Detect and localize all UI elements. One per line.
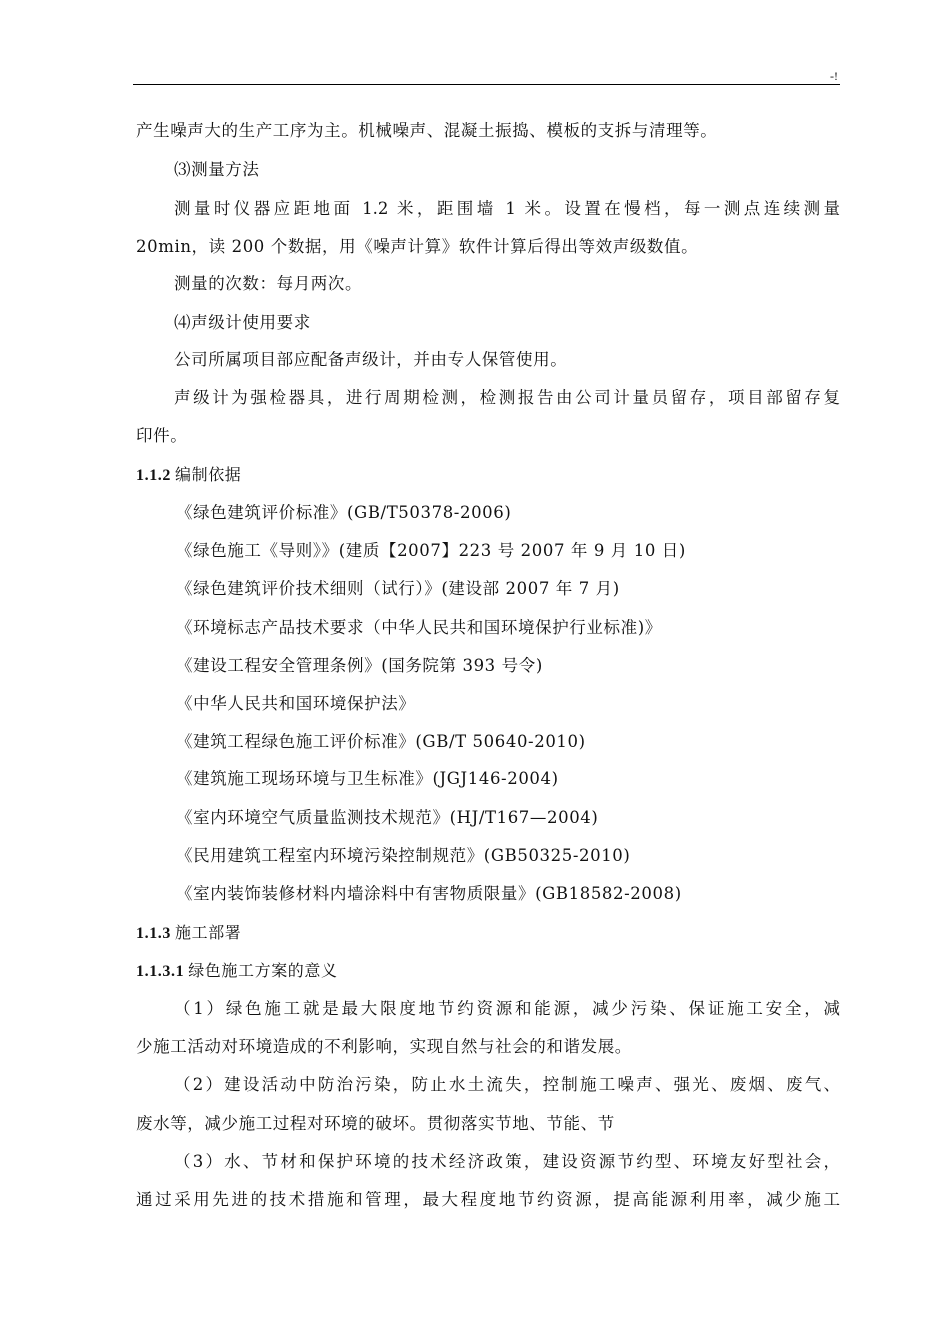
paragraph-line: 通过采用先进的技术措施和管理，最大程度地节约资源，提高能源利用率，减少施工 <box>136 1190 840 1209</box>
header-rule <box>133 84 840 85</box>
reference-item: 《建设工程安全管理条例》(国务院第 393 号令) <box>176 656 543 675</box>
section-number: 1.1.2 <box>136 467 171 484</box>
reference-item: 《绿色施工《导则》》(建质【2007】223 号 2007 年 9 月 10 日) <box>176 541 686 560</box>
page-marker: -! <box>830 69 838 83</box>
paragraph-line: 公司所属项目部应配备声级计，并由专人保管使用。 <box>174 350 568 369</box>
section-heading-1-1-3-1 <box>136 960 338 983</box>
paragraph-line: 少施工活动对环境造成的不利影响，实现自然与社会的和谐发展。 <box>136 1037 632 1056</box>
section-title: 编制依据 <box>175 465 242 484</box>
reference-item: 《建筑施工现场环境与卫生标准》(JGJ146-2004) <box>176 769 559 788</box>
paragraph-line: 声级计为强检器具，进行周期检测，检测报告由公司计量员留存，项目部留存复 <box>174 388 840 407</box>
paragraph-line: 20min，读 200 个数据，用《噪声计算》软件计算后得出等效声级数值。 <box>136 237 699 256</box>
section-title: 施工部署 <box>175 923 242 942</box>
reference-item: 《环境标志产品技术要求（中华人民共和国环境保护行业标准)》 <box>176 618 662 637</box>
section-title: 绿色施工方案的意义 <box>188 961 338 980</box>
paragraph-line: 废水等，减少施工过程对环境的破坏。贯彻落实节地、节能、节 <box>136 1114 615 1133</box>
paragraph-line: 印件。 <box>136 426 188 445</box>
subheading-sound-meter-requirements: ⑷声级计使用要求 <box>174 313 311 332</box>
reference-item: 《中华人民共和国环境保护法》 <box>176 694 416 713</box>
reference-item: 《绿色建筑评价标准》(GB/T50378-2006) <box>176 503 512 522</box>
reference-item: 《室内环境空气质量监测技术规范》(HJ/T167—2004) <box>176 808 599 827</box>
paragraph-line: 测量的次数：每月两次。 <box>174 274 363 293</box>
subheading-measurement-method: ⑶测量方法 <box>174 160 260 179</box>
paragraph-line: 测量时仪器应距地面 1.2 米，距围墙 1 米。设置在慢档，每一测点连续测量 <box>174 199 840 218</box>
reference-item: 《绿色建筑评价技术细则（试行）》(建设部 2007 年 7 月) <box>176 579 620 598</box>
paragraph-line: 产生噪声大的生产工序为主。机械噪声、混凝土振捣、模板的支拆与清理等。 <box>136 121 718 140</box>
paragraph-line: （3）水、节材和保护环境的技术经济政策，建设资源节约型、环境友好型社会， <box>174 1152 840 1171</box>
section-number: 1.1.3.1 <box>136 963 185 980</box>
section-heading-1-1-2 <box>136 464 241 487</box>
reference-item: 《室内装饰装修材料内墙涂料中有害物质限量》(GB18582-2008) <box>176 884 682 903</box>
reference-item: 《民用建筑工程室内环境污染控制规范》(GB50325-2010) <box>176 846 631 865</box>
reference-item: 《建筑工程绿色施工评价标准》(GB/T 50640-2010) <box>176 732 586 751</box>
paragraph-line: （1）绿色施工就是最大限度地节约资源和能源，减少污染、保证施工安全，减 <box>174 999 840 1018</box>
paragraph-line: （2）建设活动中防治污染，防止水土流失，控制施工噪声、强光、废烟、废气、 <box>174 1075 840 1094</box>
section-heading-1-1-3 <box>136 922 241 945</box>
section-number: 1.1.3 <box>136 925 171 942</box>
